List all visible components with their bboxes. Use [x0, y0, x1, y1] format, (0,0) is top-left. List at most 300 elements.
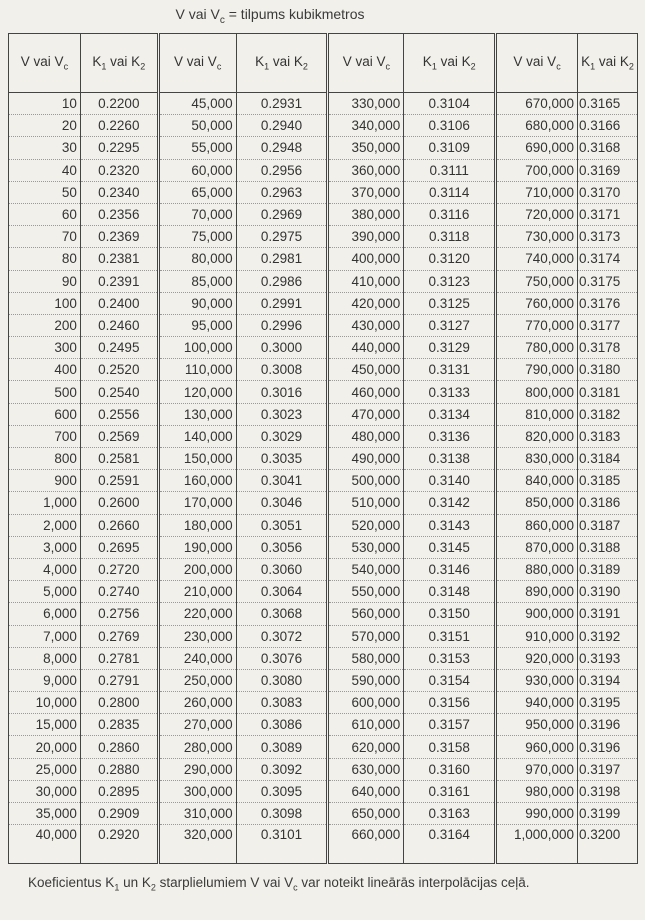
- volume-cell: 360,000: [328, 159, 404, 181]
- coefficient-cell: 0.3092: [236, 758, 328, 780]
- header-volume: V vai $V_c$: [328, 34, 404, 93]
- volume-cell: 480,000: [328, 425, 404, 447]
- table-row: [9, 403, 638, 425]
- coefficient-cell: 0.3101: [236, 825, 328, 864]
- header-coefficient: $K_1$ vai $K_2$: [236, 34, 328, 93]
- coefficient-cell: 0.3127: [404, 314, 496, 336]
- coefficient-cell: 0.3080: [236, 669, 328, 691]
- coefficient-cell: 0.3056: [236, 536, 328, 558]
- coefficient-cell: 0.3134: [404, 403, 496, 425]
- table-row: [9, 270, 638, 292]
- volume-cell: 25,000: [9, 758, 81, 780]
- coefficient-cell: 0.3000: [236, 337, 328, 359]
- volume-cell: 250,000: [158, 669, 236, 691]
- table-row: [9, 492, 638, 514]
- coefficient-cell: 0.3188: [578, 536, 638, 558]
- volume-cell: 900,000: [496, 603, 578, 625]
- volume-cell: 210,000: [158, 581, 236, 603]
- volume-cell: 350,000: [328, 137, 404, 159]
- volume-cell: 760,000: [496, 292, 578, 314]
- coefficient-cell: 0.3114: [404, 181, 496, 203]
- coefficient-cell: 0.2356: [80, 203, 158, 225]
- volume-cell: 55,000: [158, 137, 236, 159]
- coefficient-cell: 0.2895: [80, 780, 158, 802]
- coefficient-cell: 0.2591: [80, 470, 158, 492]
- coefficient-cell: 0.3158: [404, 736, 496, 758]
- volume-cell: 6,000: [9, 603, 81, 625]
- volume-cell: 880,000: [496, 558, 578, 580]
- volume-cell: 730,000: [496, 226, 578, 248]
- header-coefficient: $K_1$ vai $K_2$: [404, 34, 496, 93]
- table-row: [9, 692, 638, 714]
- coefficient-cell: 0.3060: [236, 558, 328, 580]
- coefficient-cell: 0.2460: [80, 314, 158, 336]
- volume-cell: 190,000: [158, 536, 236, 558]
- coefficient-cell: 0.3185: [578, 470, 638, 492]
- volume-cell: 180,000: [158, 514, 236, 536]
- coefficient-cell: 0.2920: [80, 825, 158, 864]
- coefficient-cell: 0.2556: [80, 403, 158, 425]
- volume-cell: 230,000: [158, 625, 236, 647]
- volume-cell: 100: [9, 292, 81, 314]
- volume-cell: 290,000: [158, 758, 236, 780]
- coefficient-cell: 0.3046: [236, 492, 328, 514]
- table-row: [9, 137, 638, 159]
- coefficient-cell: 0.2880: [80, 758, 158, 780]
- table-row: [9, 115, 638, 137]
- volume-cell: 1,000: [9, 492, 81, 514]
- table-row: [9, 248, 638, 270]
- coefficient-cell: 0.3145: [404, 536, 496, 558]
- volume-cell: 220,000: [158, 603, 236, 625]
- volume-cell: 85,000: [158, 270, 236, 292]
- volume-cell: 750,000: [496, 270, 578, 292]
- volume-cell: 990,000: [496, 803, 578, 825]
- volume-cell: 670,000: [496, 93, 578, 115]
- coefficient-cell: 0.3125: [404, 292, 496, 314]
- volume-cell: 30,000: [9, 780, 81, 802]
- coefficient-cell: 0.2996: [236, 314, 328, 336]
- volume-cell: 960,000: [496, 736, 578, 758]
- volume-cell: 660,000: [328, 825, 404, 864]
- coefficient-cell: 0.2320: [80, 159, 158, 181]
- coefficient-cell: 0.2969: [236, 203, 328, 225]
- coefficient-cell: 0.3195: [578, 692, 638, 714]
- coefficient-cell: 0.3086: [236, 714, 328, 736]
- volume-cell: 200,000: [158, 558, 236, 580]
- coefficient-cell: 0.3076: [236, 647, 328, 669]
- coefficient-cell: 0.3181: [578, 381, 638, 403]
- coefficient-cell: 0.2940: [236, 115, 328, 137]
- coefficient-cell: 0.2948: [236, 137, 328, 159]
- volume-cell: 620,000: [328, 736, 404, 758]
- volume-cell: 850,000: [496, 492, 578, 514]
- volume-cell: 50,000: [158, 115, 236, 137]
- coefficient-cell: 0.3089: [236, 736, 328, 758]
- volume-cell: 40,000: [9, 825, 81, 864]
- table-row: [9, 292, 638, 314]
- coefficient-cell: 0.3193: [578, 647, 638, 669]
- coefficient-cell: 0.3120: [404, 248, 496, 270]
- coefficient-cell: 0.3187: [578, 514, 638, 536]
- coefficient-cell: 0.3189: [578, 558, 638, 580]
- coefficient-cell: 0.2800: [80, 692, 158, 714]
- volume-cell: 410,000: [328, 270, 404, 292]
- volume-cell: 790,000: [496, 359, 578, 381]
- volume-cell: 770,000: [496, 314, 578, 336]
- volume-cell: 8,000: [9, 647, 81, 669]
- volume-cell: 490,000: [328, 448, 404, 470]
- volume-cell: 840,000: [496, 470, 578, 492]
- volume-cell: 710,000: [496, 181, 578, 203]
- table-row: [9, 581, 638, 603]
- volume-cell: 390,000: [328, 226, 404, 248]
- volume-cell: 900: [9, 470, 81, 492]
- coefficient-cell: 0.3051: [236, 514, 328, 536]
- volume-cell: 590,000: [328, 669, 404, 691]
- coefficient-cell: 0.3192: [578, 625, 638, 647]
- table-row: [9, 381, 638, 403]
- volume-cell: 600: [9, 403, 81, 425]
- coefficient-cell: 0.3068: [236, 603, 328, 625]
- volume-cell: 60: [9, 203, 81, 225]
- coefficient-cell: 0.2295: [80, 137, 158, 159]
- coefficient-cell: 0.3095: [236, 780, 328, 802]
- volume-cell: 700,000: [496, 159, 578, 181]
- table-row: [9, 825, 638, 864]
- volume-cell: 500,000: [328, 470, 404, 492]
- coefficient-cell: 0.3200: [578, 825, 638, 864]
- coefficient-cell: 0.2963: [236, 181, 328, 203]
- volume-cell: 420,000: [328, 292, 404, 314]
- coefficient-cell: 0.3123: [404, 270, 496, 292]
- volume-cell: 630,000: [328, 758, 404, 780]
- coefficient-cell: 0.3118: [404, 226, 496, 248]
- coefficient-cell: 0.3163: [404, 803, 496, 825]
- table-row: [9, 669, 638, 691]
- coefficient-cell: 0.2581: [80, 448, 158, 470]
- coefficient-cell: 0.3138: [404, 448, 496, 470]
- coefficient-cell: 0.3041: [236, 470, 328, 492]
- table-row: [9, 603, 638, 625]
- coefficient-cell: 0.2791: [80, 669, 158, 691]
- coefficient-cell: 0.3176: [578, 292, 638, 314]
- volume-cell: 520,000: [328, 514, 404, 536]
- table-caption: V vai $V_c$ = tilpums kubikmetros: [175, 6, 365, 26]
- volume-cell: 980,000: [496, 780, 578, 802]
- coefficient-cell: 0.2520: [80, 359, 158, 381]
- volume-cell: 530,000: [328, 536, 404, 558]
- volume-cell: 70: [9, 226, 81, 248]
- coefficient-cell: 0.3186: [578, 492, 638, 514]
- coefficient-cell: 0.3143: [404, 514, 496, 536]
- coefficient-cell: 0.3154: [404, 669, 496, 691]
- coefficient-cell: 0.3173: [578, 226, 638, 248]
- coefficient-cell: 0.2975: [236, 226, 328, 248]
- volume-cell: 740,000: [496, 248, 578, 270]
- coefficient-cell: 0.3165: [578, 93, 638, 115]
- coefficient-cell: 0.3166: [578, 115, 638, 137]
- volume-cell: 20: [9, 115, 81, 137]
- header-row: [9, 34, 638, 93]
- volume-cell: 140,000: [158, 425, 236, 447]
- table-row: [9, 93, 638, 115]
- coefficient-cell: 0.3170: [578, 181, 638, 203]
- coefficient-cell: 0.3190: [578, 581, 638, 603]
- volume-cell: 400: [9, 359, 81, 381]
- coefficient-cell: 0.2369: [80, 226, 158, 248]
- coefficient-cell: 0.3104: [404, 93, 496, 115]
- volume-cell: 80,000: [158, 248, 236, 270]
- coefficient-cell: 0.3150: [404, 603, 496, 625]
- coefficient-cell: 0.3151: [404, 625, 496, 647]
- volume-cell: 470,000: [328, 403, 404, 425]
- coefficient-cell: 0.3196: [578, 736, 638, 758]
- volume-cell: 810,000: [496, 403, 578, 425]
- volume-cell: 720,000: [496, 203, 578, 225]
- volume-cell: 70,000: [158, 203, 236, 225]
- volume-cell: 700: [9, 425, 81, 447]
- volume-cell: 10: [9, 93, 81, 115]
- header-volume: V vai $V_c$: [158, 34, 236, 93]
- coefficient-cell: 0.3106: [404, 115, 496, 137]
- volume-cell: 310,000: [158, 803, 236, 825]
- volume-cell: 320,000: [158, 825, 236, 864]
- volume-cell: 75,000: [158, 226, 236, 248]
- volume-cell: 95,000: [158, 314, 236, 336]
- volume-cell: 4,000: [9, 558, 81, 580]
- volume-cell: 640,000: [328, 780, 404, 802]
- coefficient-cell: 0.3083: [236, 692, 328, 714]
- volume-cell: 560,000: [328, 603, 404, 625]
- coefficient-cell: 0.2200: [80, 93, 158, 115]
- coefficient-cell: 0.2956: [236, 159, 328, 181]
- coefficient-cell: 0.3140: [404, 470, 496, 492]
- coefficient-cell: 0.2695: [80, 536, 158, 558]
- coefficient-cell: 0.3153: [404, 647, 496, 669]
- volume-cell: 690,000: [496, 137, 578, 159]
- volume-cell: 780,000: [496, 337, 578, 359]
- coefficient-cell: 0.2569: [80, 425, 158, 447]
- volume-cell: 870,000: [496, 536, 578, 558]
- volume-cell: 280,000: [158, 736, 236, 758]
- volume-cell: 1,000,000: [496, 825, 578, 864]
- volume-cell: 260,000: [158, 692, 236, 714]
- volume-cell: 160,000: [158, 470, 236, 492]
- coefficient-cell: 0.3064: [236, 581, 328, 603]
- volume-cell: 650,000: [328, 803, 404, 825]
- coefficient-cell: 0.3129: [404, 337, 496, 359]
- volume-cell: 9,000: [9, 669, 81, 691]
- volume-cell: 970,000: [496, 758, 578, 780]
- coefficient-cell: 0.3184: [578, 448, 638, 470]
- volume-cell: 200: [9, 314, 81, 336]
- volume-cell: 150,000: [158, 448, 236, 470]
- volume-cell: 920,000: [496, 647, 578, 669]
- volume-cell: 50: [9, 181, 81, 203]
- coefficient-cell: 0.2720: [80, 558, 158, 580]
- coefficient-cell: 0.3146: [404, 558, 496, 580]
- coefficient-cell: 0.2600: [80, 492, 158, 514]
- table-row: [9, 203, 638, 225]
- coefficient-cell: 0.3197: [578, 758, 638, 780]
- coefficient-cell: 0.3131: [404, 359, 496, 381]
- volume-cell: 370,000: [328, 181, 404, 203]
- coefficient-cell: 0.3171: [578, 203, 638, 225]
- volume-cell: 7,000: [9, 625, 81, 647]
- volume-cell: 80: [9, 248, 81, 270]
- coefficient-cell: 0.3008: [236, 359, 328, 381]
- coefficient-cell: 0.2400: [80, 292, 158, 314]
- volume-cell: 800: [9, 448, 81, 470]
- coefficient-cell: 0.2381: [80, 248, 158, 270]
- volume-cell: 680,000: [496, 115, 578, 137]
- coefficient-cell: 0.2740: [80, 581, 158, 603]
- coefficient-cell: 0.2391: [80, 270, 158, 292]
- coefficient-cell: 0.3142: [404, 492, 496, 514]
- volume-cell: 910,000: [496, 625, 578, 647]
- table-row: [9, 758, 638, 780]
- coefficient-cell: 0.2931: [236, 93, 328, 115]
- coefficient-cell: 0.3160: [404, 758, 496, 780]
- volume-cell: 30: [9, 137, 81, 159]
- coefficient-cell: 0.2981: [236, 248, 328, 270]
- coefficient-cell: 0.2756: [80, 603, 158, 625]
- table-row: [9, 159, 638, 181]
- coefficient-cell: 0.3016: [236, 381, 328, 403]
- volume-cell: 340,000: [328, 115, 404, 137]
- volume-cell: 3,000: [9, 536, 81, 558]
- volume-cell: 500: [9, 381, 81, 403]
- table-row: [9, 448, 638, 470]
- volume-cell: 430,000: [328, 314, 404, 336]
- volume-cell: 440,000: [328, 337, 404, 359]
- coefficient-cell: 0.2860: [80, 736, 158, 758]
- volume-cell: 60,000: [158, 159, 236, 181]
- volume-cell: 570,000: [328, 625, 404, 647]
- coefficient-cell: 0.3157: [404, 714, 496, 736]
- table-row: [9, 226, 638, 248]
- volume-cell: 540,000: [328, 558, 404, 580]
- volume-cell: 330,000: [328, 93, 404, 115]
- coefficient-cell: 0.3196: [578, 714, 638, 736]
- volume-cell: 65,000: [158, 181, 236, 203]
- volume-cell: 120,000: [158, 381, 236, 403]
- volume-cell: 35,000: [9, 803, 81, 825]
- volume-cell: 820,000: [496, 425, 578, 447]
- volume-cell: 830,000: [496, 448, 578, 470]
- coefficient-cell: 0.2781: [80, 647, 158, 669]
- volume-cell: 450,000: [328, 359, 404, 381]
- volume-cell: 890,000: [496, 581, 578, 603]
- coefficient-cell: 0.2986: [236, 270, 328, 292]
- volume-cell: 10,000: [9, 692, 81, 714]
- coefficient-cell: 0.2769: [80, 625, 158, 647]
- table-row: [9, 780, 638, 802]
- volume-cell: 380,000: [328, 203, 404, 225]
- volume-cell: 550,000: [328, 581, 404, 603]
- table-row: [9, 337, 638, 359]
- table-row: [9, 359, 638, 381]
- table-row: [9, 558, 638, 580]
- volume-cell: 130,000: [158, 403, 236, 425]
- coefficient-table: [8, 33, 638, 864]
- volume-cell: 110,000: [158, 359, 236, 381]
- table-row: [9, 736, 638, 758]
- volume-cell: 40: [9, 159, 81, 181]
- coefficient-cell: 0.3183: [578, 425, 638, 447]
- coefficient-cell: 0.3169: [578, 159, 638, 181]
- coefficient-cell: 0.2340: [80, 181, 158, 203]
- coefficient-cell: 0.2495: [80, 337, 158, 359]
- volume-cell: 800,000: [496, 381, 578, 403]
- coefficient-cell: 0.3133: [404, 381, 496, 403]
- volume-cell: 15,000: [9, 714, 81, 736]
- volume-cell: 170,000: [158, 492, 236, 514]
- coefficient-cell: 0.3161: [404, 780, 496, 802]
- volume-cell: 610,000: [328, 714, 404, 736]
- table-row: [9, 181, 638, 203]
- coefficient-cell: 0.3191: [578, 603, 638, 625]
- coefficient-cell: 0.3175: [578, 270, 638, 292]
- volume-cell: 400,000: [328, 248, 404, 270]
- volume-cell: 5,000: [9, 581, 81, 603]
- header-coefficient: $K_1$ vai $K_2$: [578, 34, 638, 93]
- table-row: [9, 470, 638, 492]
- coefficient-cell: 0.3177: [578, 314, 638, 336]
- volume-cell: 600,000: [328, 692, 404, 714]
- volume-cell: 270,000: [158, 714, 236, 736]
- volume-cell: 300: [9, 337, 81, 359]
- coefficient-cell: 0.3072: [236, 625, 328, 647]
- volume-cell: 240,000: [158, 647, 236, 669]
- table-row: [9, 425, 638, 447]
- volume-cell: 45,000: [158, 93, 236, 115]
- volume-cell: 460,000: [328, 381, 404, 403]
- volume-cell: 940,000: [496, 692, 578, 714]
- volume-cell: 300,000: [158, 780, 236, 802]
- coefficient-cell: 0.3029: [236, 425, 328, 447]
- footnote: Koeficientus $K_1$ un $K_2$ starplielumiem V vai $V_c$ var noteikt lineārās interpolācijas ceļā.: [28, 875, 530, 893]
- table-row: [9, 314, 638, 336]
- table-row: [9, 625, 638, 647]
- coefficient-cell: 0.3136: [404, 425, 496, 447]
- coefficient-cell: 0.3168: [578, 137, 638, 159]
- volume-cell: 510,000: [328, 492, 404, 514]
- coefficient-cell: 0.3182: [578, 403, 638, 425]
- table-row: [9, 803, 638, 825]
- volume-cell: 90: [9, 270, 81, 292]
- table-row: [9, 714, 638, 736]
- coefficient-cell: 0.3023: [236, 403, 328, 425]
- coefficient-cell: 0.3180: [578, 359, 638, 381]
- volume-cell: 20,000: [9, 736, 81, 758]
- volume-cell: 930,000: [496, 669, 578, 691]
- volume-cell: 580,000: [328, 647, 404, 669]
- coefficient-cell: 0.2991: [236, 292, 328, 314]
- coefficient-cell: 0.3178: [578, 337, 638, 359]
- volume-cell: 950,000: [496, 714, 578, 736]
- coefficient-cell: 0.3116: [404, 203, 496, 225]
- table-row: [9, 647, 638, 669]
- header-volume: V vai $V_c$: [496, 34, 578, 93]
- coefficient-cell: 0.3035: [236, 448, 328, 470]
- table-row: [9, 514, 638, 536]
- coefficient-cell: 0.3109: [404, 137, 496, 159]
- volume-cell: 2,000: [9, 514, 81, 536]
- volume-cell: 100,000: [158, 337, 236, 359]
- coefficient-cell: 0.2660: [80, 514, 158, 536]
